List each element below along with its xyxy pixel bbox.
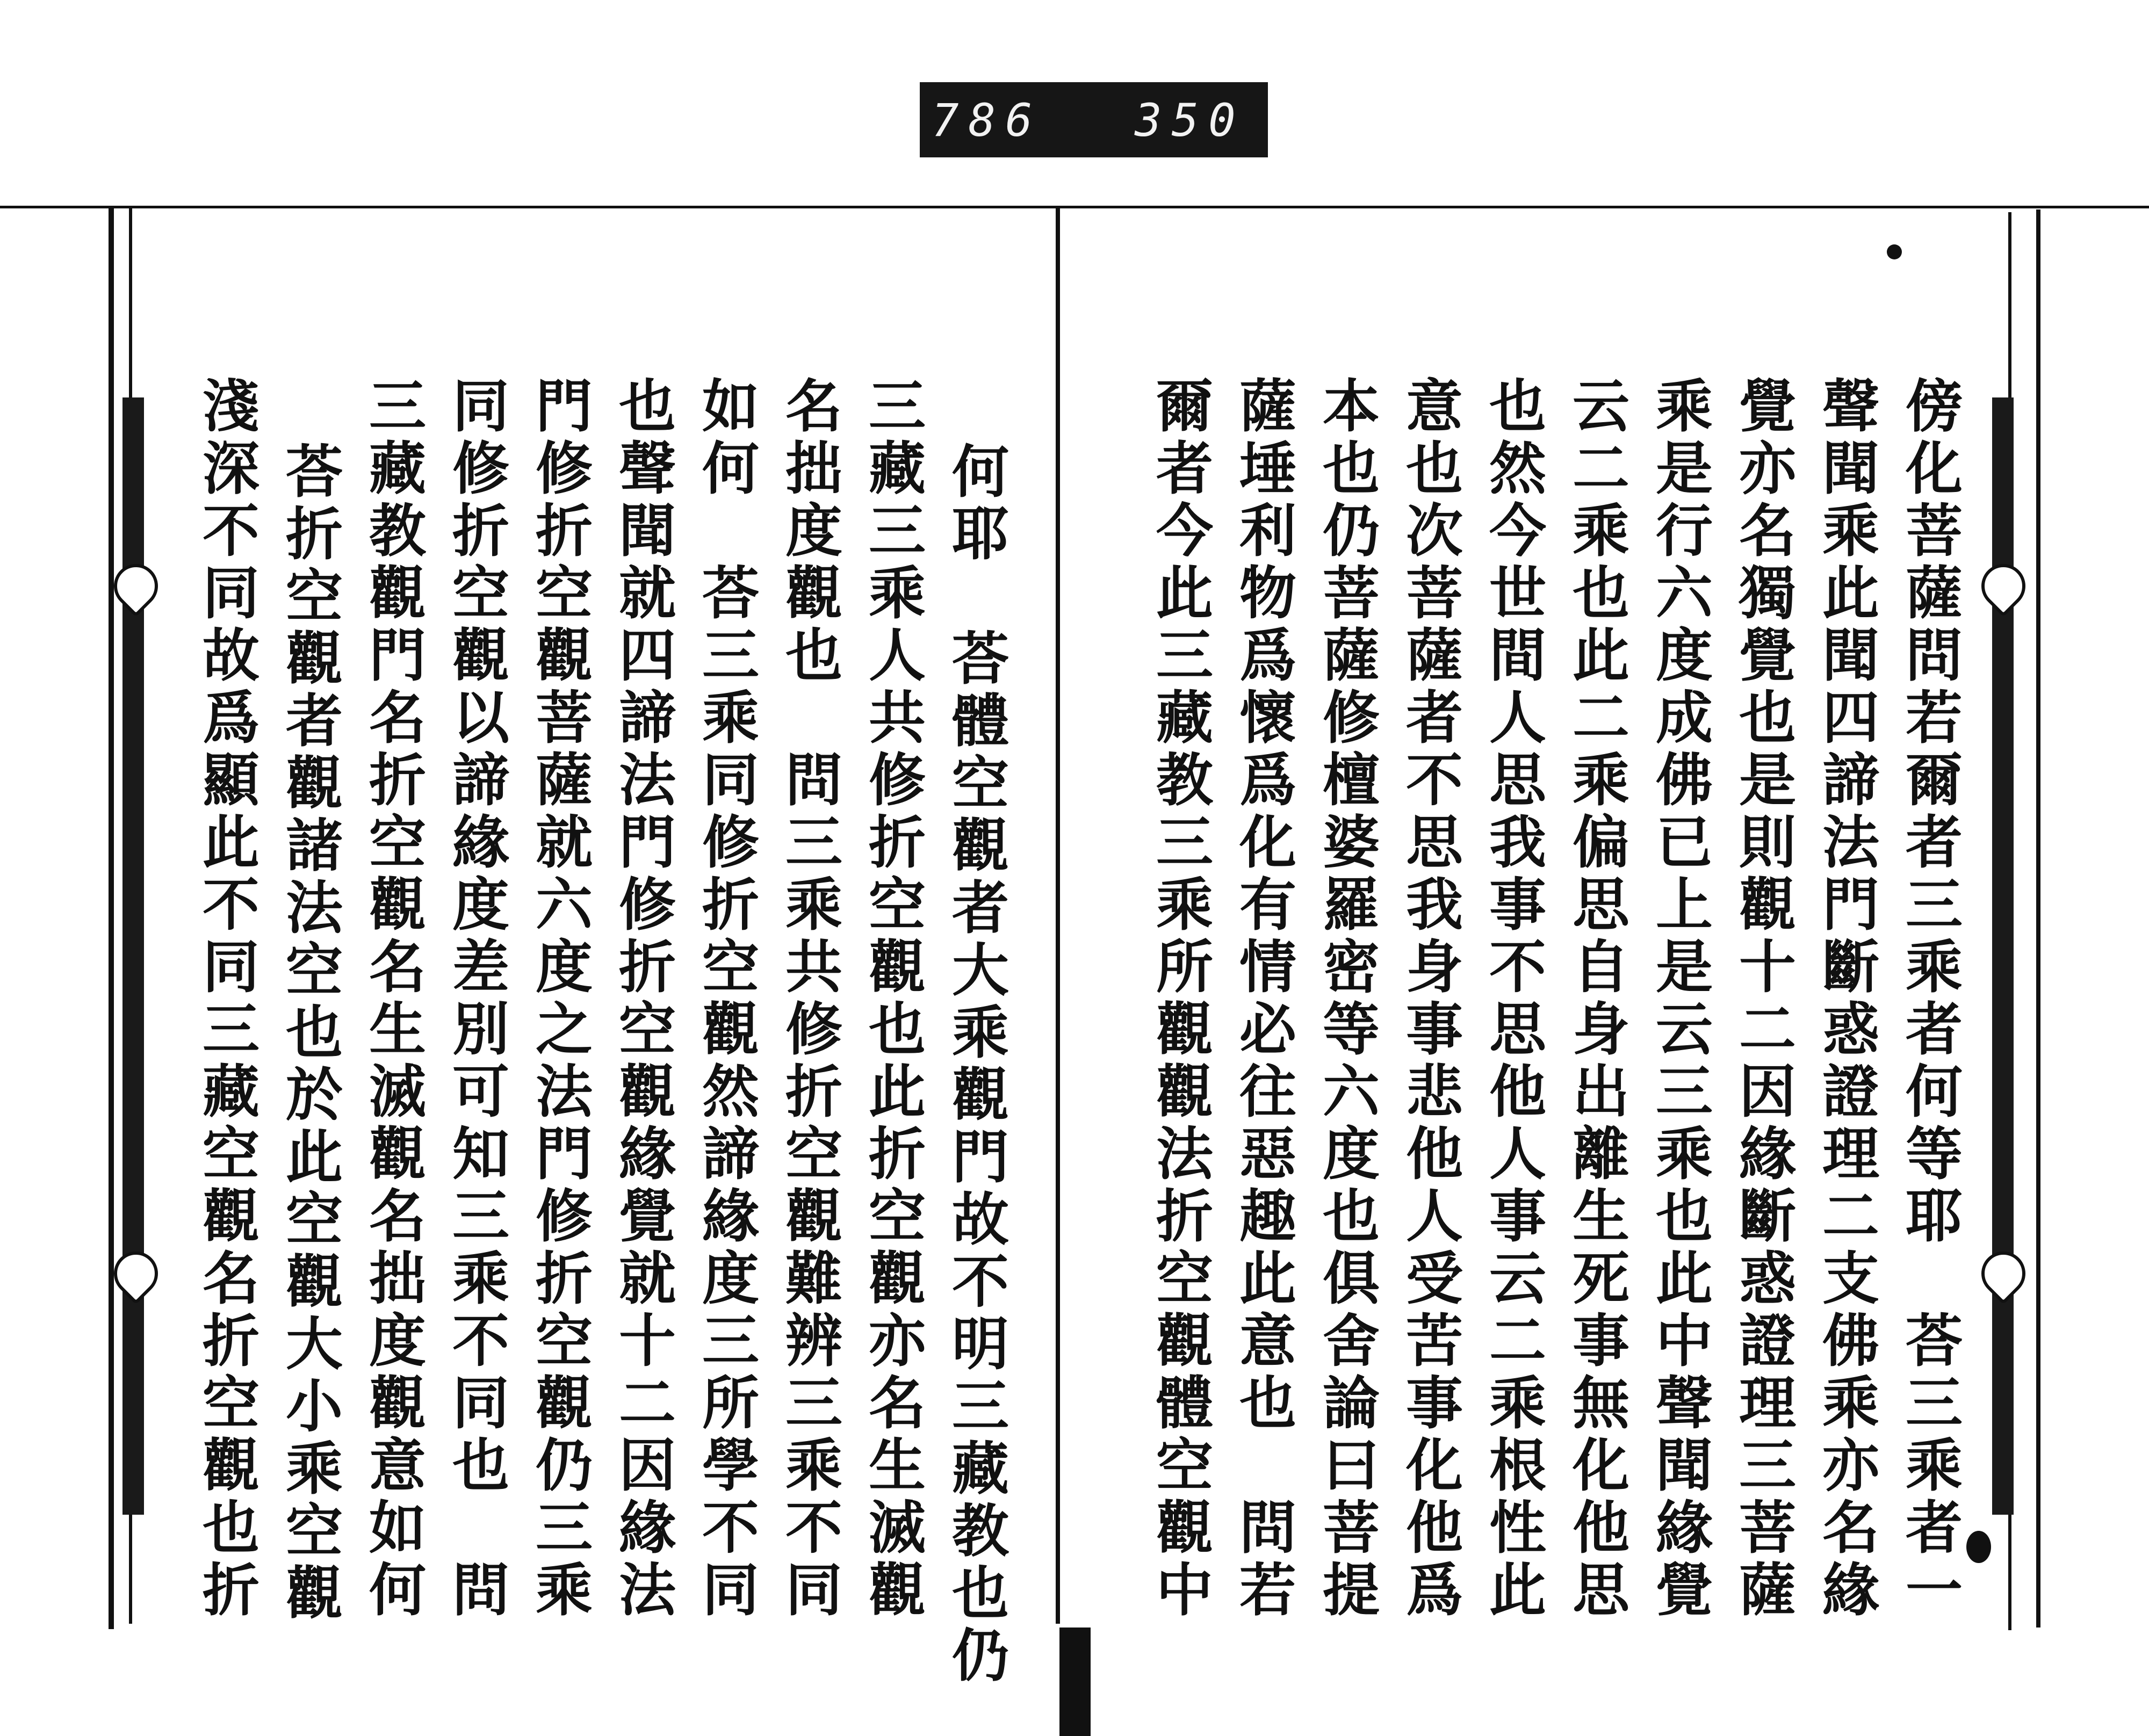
right-column-5: 云二乘也此二乘偏思自身出離生死事無化他思 — [1563, 376, 1631, 1622]
left-column-10: 淺深不同故爲顯此不同三藏空觀名折空觀也折 — [193, 376, 261, 1622]
gutter-base — [1059, 1628, 1091, 1736]
top-rule — [0, 206, 2149, 208]
left-column-4: 如何 荅三乘同修折空觀然諦緣度三所學不同 — [693, 376, 760, 1622]
center-gutter — [1056, 206, 1060, 1624]
right-spine-ornament-lower — [1972, 1242, 2035, 1305]
archive-number-label — [920, 82, 1268, 157]
right-column-8: 本也仍菩薩修檀婆羅密等六度也俱舍論曰菩提 — [1314, 376, 1381, 1622]
right-column-3: 覺亦名獨覺也是則觀十二因緣斷惑證理三菩薩 — [1730, 376, 1797, 1622]
right-column-4: 乘是行六度成佛已上是云三乘也此中聲聞緣覺 — [1647, 376, 1714, 1622]
left-column-6: 門修折空觀菩薩就六度之法門修折空觀仍三乘 — [527, 376, 594, 1622]
right-column-10: 爾者今此三藏教三乘所觀觀法折空觀體空觀中 — [1147, 376, 1214, 1622]
right-page-edge — [2036, 209, 2040, 1628]
archive-number-right: 350 — [1135, 94, 1245, 147]
right-spine-ornament-upper — [1972, 555, 2035, 617]
left-column-1: 何耶 荅體空觀者大乘觀門故不明三藏教也仍 — [943, 442, 1010, 1688]
right-column-9: 薩埵利物爲懷爲化有情必往惡趣此意也 問若 — [1230, 376, 1297, 1622]
right-column-7: 意也次菩薩者不思我身事悲他人受苦事化他爲 — [1397, 376, 1464, 1622]
right-column-2: 聲聞乘此聞四諦法門斷惑證理二支佛乘亦名緣 — [1813, 376, 1880, 1622]
left-column-3: 名拙度觀也 問三乘共修折空觀難辨三乘不同 — [776, 376, 843, 1622]
left-spine-ornament-lower — [105, 1242, 167, 1305]
left-column-9: 荅折空觀者觀諸法空也於此空觀大小乘空觀 — [277, 442, 344, 1625]
left-spine-ornament-upper — [105, 555, 167, 617]
left-column-5: 也聲聞就四諦法門修折空觀緣覺就十二因緣法 — [610, 376, 677, 1622]
right-column-1: 傍化菩薩問若爾者三乘者何等耶 荅三乘者一 — [1896, 376, 1964, 1622]
ink-blot-bottom — [1966, 1531, 1991, 1563]
ink-blot-top — [1887, 244, 1902, 259]
left-column-8: 三藏教觀門名折空觀名生滅觀名拙度觀意如何 — [360, 376, 427, 1622]
right-column-6: 也然今世間人思我事不思他人事云二乘根性此 — [1480, 376, 1547, 1622]
left-column-2: 三藏三乘人共修折空觀也此折空觀亦名生滅觀 — [860, 376, 927, 1622]
left-page-edge — [109, 206, 114, 1629]
left-column-7: 同修折空觀以諦緣度差別可知三乘不同也 問 — [443, 376, 510, 1622]
archive-number-left: 786 — [932, 94, 1042, 147]
